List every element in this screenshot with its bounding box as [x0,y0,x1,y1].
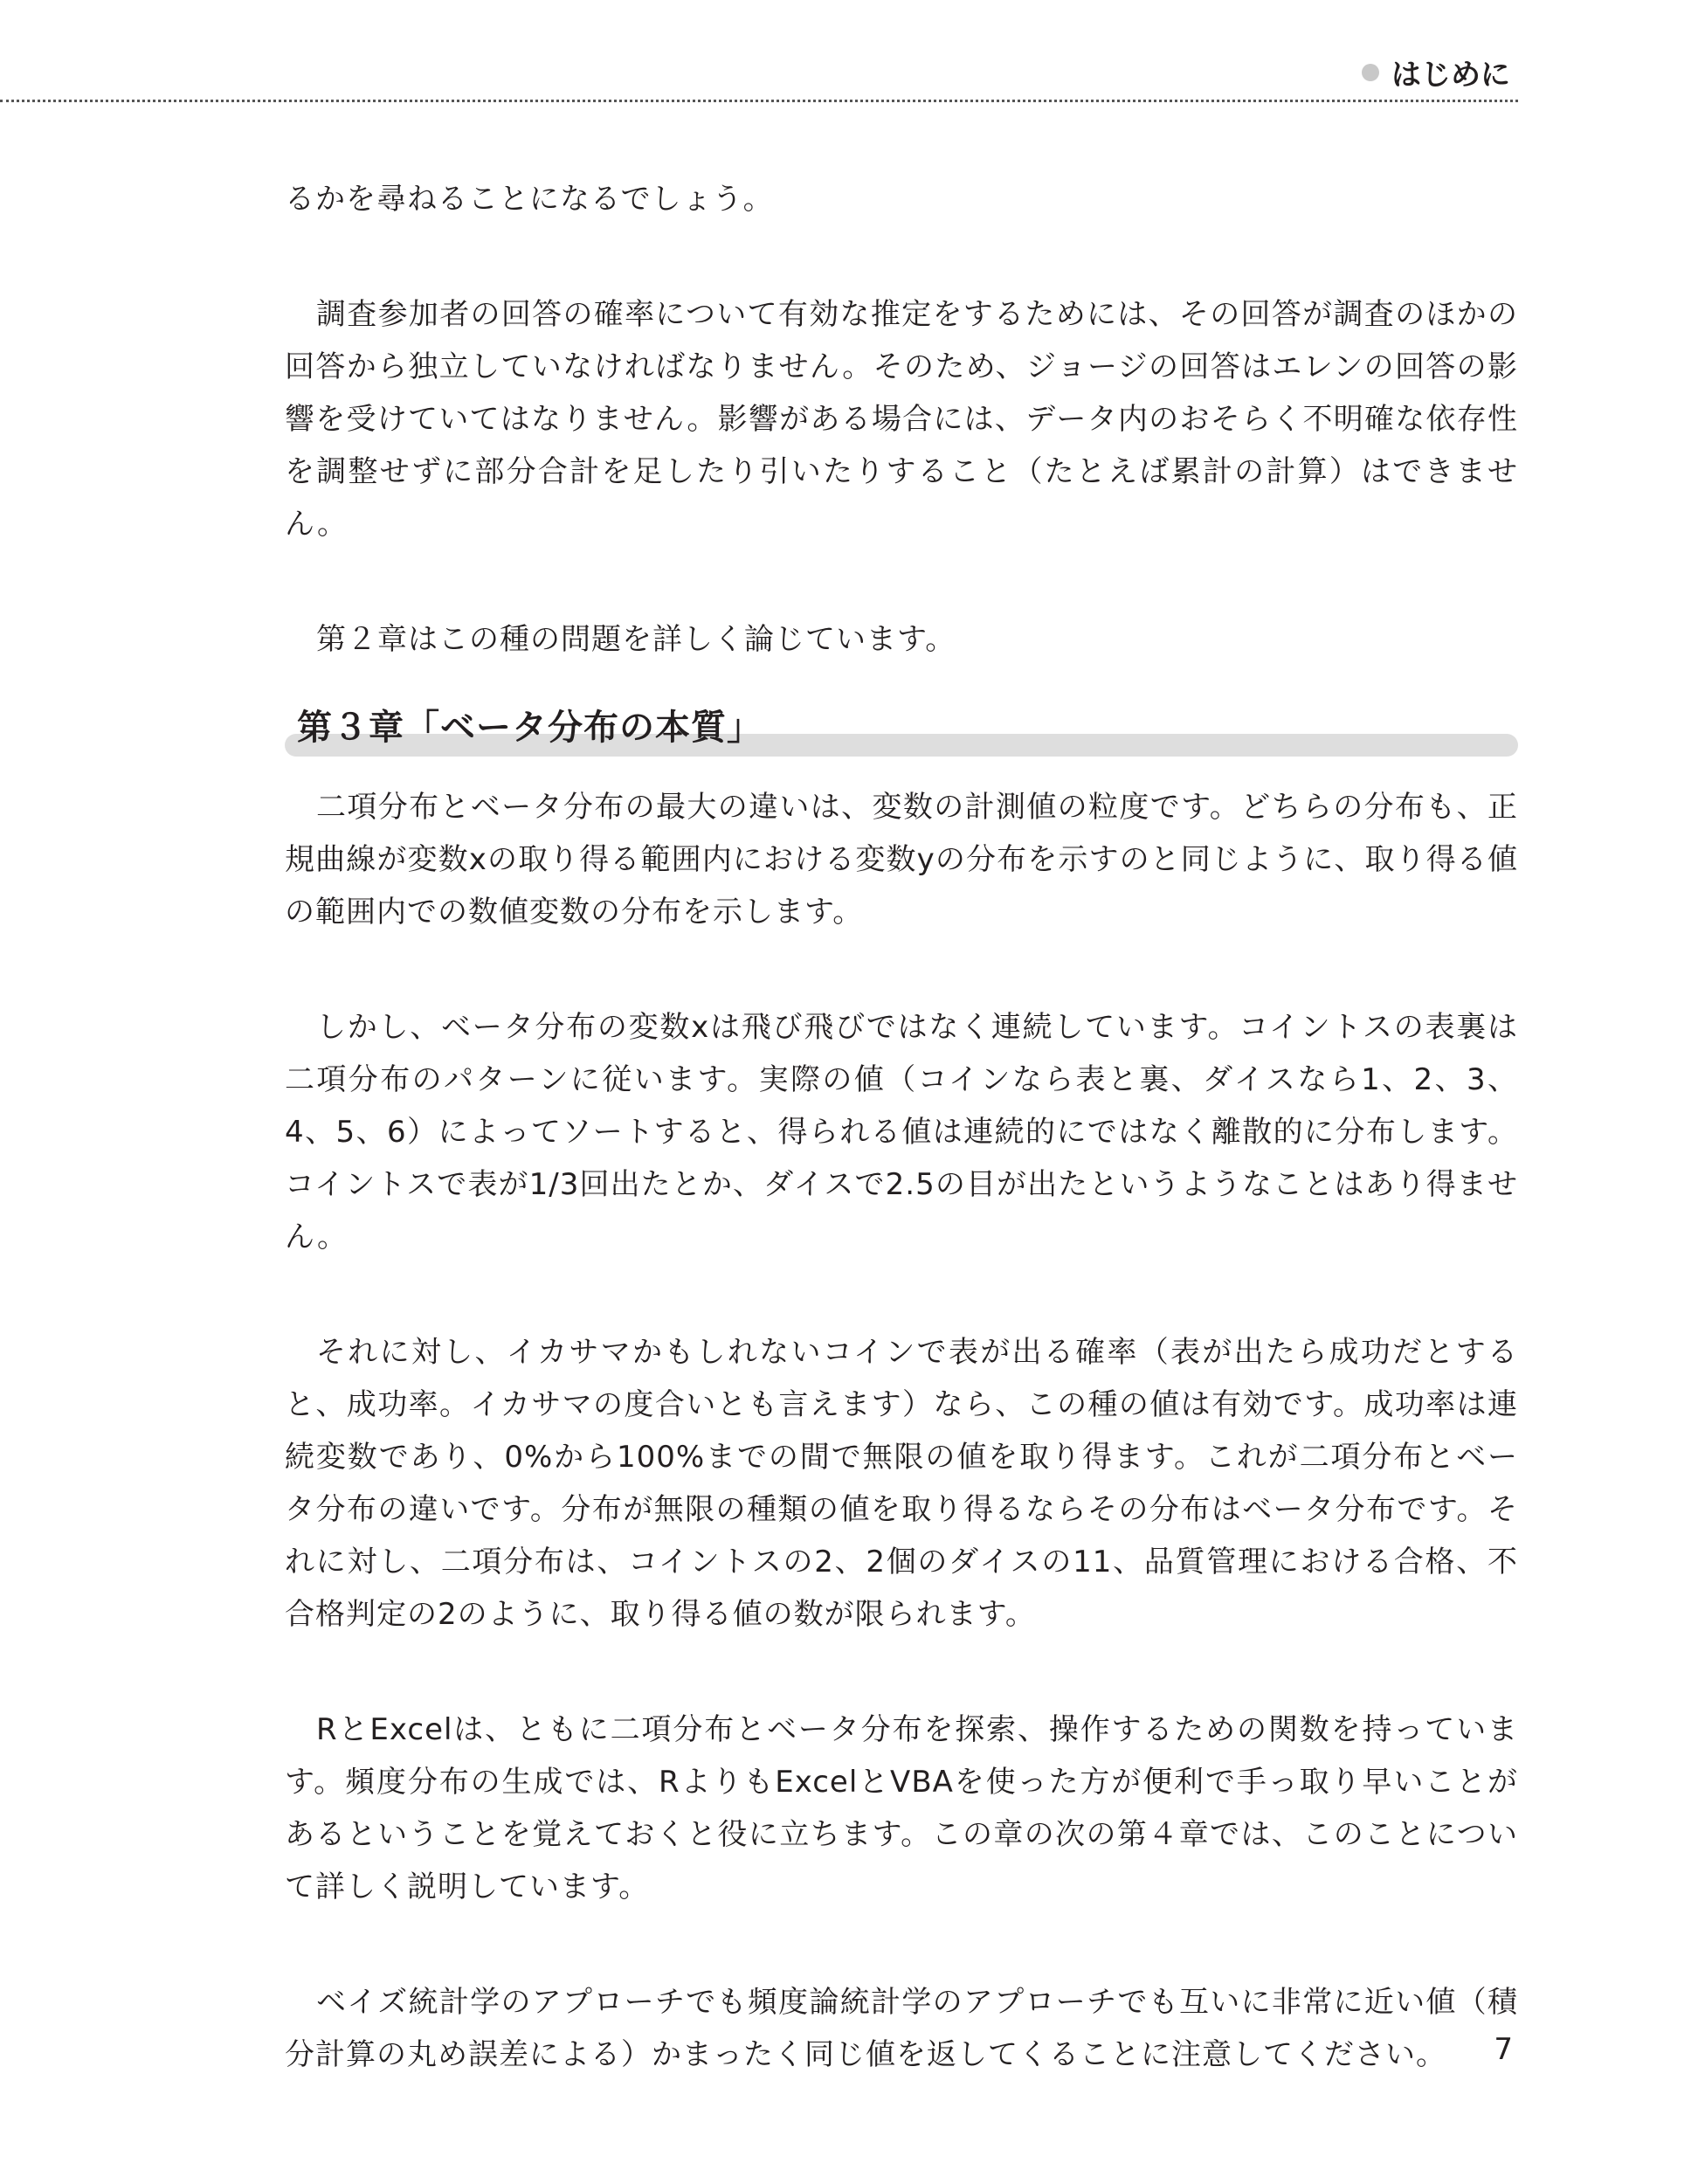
paragraph: しかし、ベータ分布の変数xは飛び飛びではなく連続しています。コイントスの表裏は二項分布のパターンに従います。実際の値（コインなら表と裏、ダイスなら1、2、3、4、5、6）によってソートすると、得られる値は連続的にではなく離散的に分布します。コイントスで表が1/3回出たとか、ダイスで2.5の目が出たというようなことはあり得ません。 [285,1010,1518,1254]
paragraph: 二項分布とベータ分布の最大の違いは、変数の計測値の粒度です。どちらの分布も、正規曲線が変数xの取り得る範囲内における変数yの分布を示すのと同じように、取り得る値の範囲内での数値変数の分布を示します。 [285,790,1518,930]
paragraph: それに対し、イカサマかもしれないコインで表が出る確率（表が出たら成功だとすると、成功率。イカサマの度合いとも言えます）なら、この種の値は有効です。成功率は連続変数であり、0%から100%までの間で無限の値を取り得ます。これが二項分布とベータ分布の違いです。分布が無限の種類の値を取り得るならその分布はベータ分布です。それに対し、二項分布は、コイントスの2、2個のダイスの11、品質管理における合格、不合格判定の2のように、取り得る値の数が限られます。 [285,1335,1518,1632]
paragraph: 第２章はこの種の問題を詳しく論じています。 [316,622,956,657]
running-head [1362,51,1510,93]
paragraph: ベイズ統計学のアプローチでも頻度論統計学のアプローチでも互いに非常に近い値（積分計算の丸め誤差による）かまったく同じ値を返してくることに注意してください。 [285,1985,1518,2072]
running-head-title: はじめに [1391,58,1510,93]
header-dotted-rule [0,100,1518,102]
section-title: 第３章「ベータ分布の本質」 [297,708,763,748]
section-heading [285,701,1518,762]
paragraph: 調査参加者の回答の確率について有効な推定をするためには、その回答が調査のほかの回答から独立していなければなりません。そのため、ジョージの回答はエレンの回答の影響を受けていてはなりません。影響がある場合には、データ内のおそらく不明確な依存性を調整せずに部分合計を足したり引いたりすること（たとえば累計の計算）はできません。 [285,297,1518,542]
bullet-icon [1362,64,1379,81]
body-text [285,173,1518,2144]
page-number: 7 [1494,2032,1513,2067]
paragraph-continuation: るかを尋ねることになるでしょう。 [285,182,774,217]
paragraph: RとExcelは、ともに二項分布とベータ分布を探索、操作するための関数を持っています。頻度分布の生成では、RよりもExcelとVBAを使った方が便利で手っ取り早いことがあるということを覚えておくと役に立ちます。この章の次の第４章では、このことについて詳しく説明しています。 [285,1712,1518,1904]
